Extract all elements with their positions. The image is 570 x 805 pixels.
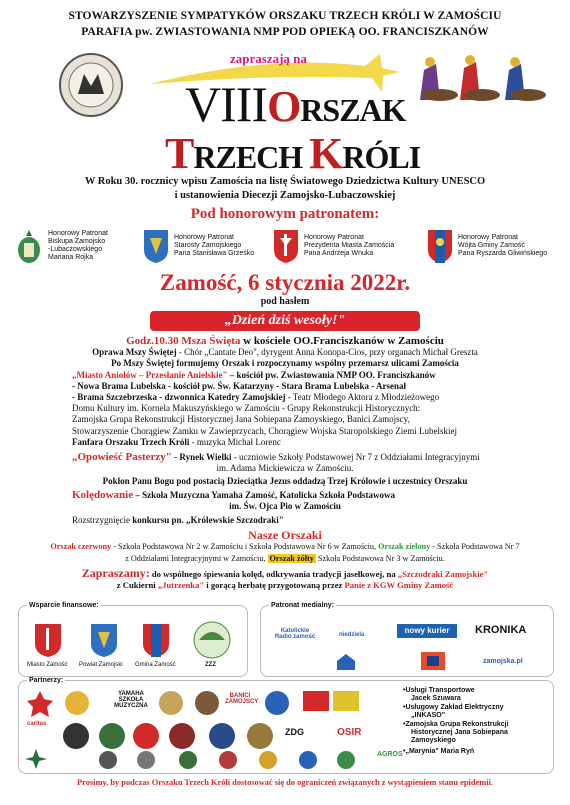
partner-logo [303, 691, 329, 711]
patron-wojt: Honorowy Patronat Wójta Gminy Zamość Pana Ryszarda Gliwińskiego [458, 234, 548, 257]
diocese-line: i ustanowienia Diecezji Zamojsko-Lubaczowskiej [174, 190, 396, 201]
cross-emblem-icon [23, 747, 49, 775]
banici-logo: BANICI ZAMOJSCY [225, 693, 259, 705]
partner-logo [299, 751, 317, 769]
after-mass-line: Po Mszy Świętej formujemy Orszak i rozpoczynamy wspólny przemarsz ulicami Zamościa [111, 358, 459, 369]
niedziela-logo: niedziela [339, 632, 365, 638]
partner-logo [195, 691, 219, 715]
partners-title: Partnerzy: [29, 677, 64, 684]
title-letter-o: O [267, 82, 301, 131]
partner-logo [259, 751, 277, 769]
financial-title: Wsparcie finansowe: [29, 602, 99, 609]
groups-title: Nasze Orszaki [248, 528, 322, 543]
media-title: Patronat medialny: [271, 602, 335, 609]
motto-intro: pod hasłem [260, 296, 310, 307]
patronage-heading: Pod honorowym patronatem: [190, 206, 380, 222]
partner-logo [179, 751, 197, 769]
motto-banner: „Dzień dziś wesoły!" [150, 311, 420, 331]
angels-line: „Miasto Aniołów – Przesłanie Anielskie" – kościół pw. Zwiastowania NMP OO. Franciszkanów [72, 369, 436, 380]
partner-logo [333, 691, 359, 711]
church-icon [335, 652, 357, 676]
yamaha-logo: YAMAHA SZKOŁA MUZYCZNA [114, 691, 148, 709]
homage-line: Pokłon Panu Bogu pod postacią Dzieciątka Jezus oddadzą Trzej Królowie i uczestnicy Orszaku [102, 476, 468, 487]
anniversary-line: W Roku 30. rocznicy wpisu Zamościa na listę Światowego Dziedzictwa Kultury UNESCO [84, 176, 486, 187]
epidemic-notice: Prosimy, by podczas Orszaku Trzech Króli dostosować się do ograniczeń związanych z wystąpieniem stanu epidemii. [77, 778, 493, 787]
partner-logo [99, 723, 125, 749]
title-orszak: RSZAK [300, 92, 406, 128]
gmina-crest-icon [426, 228, 454, 268]
kronika-logo: KRONIKA [475, 624, 527, 636]
financial-support-box [18, 602, 248, 677]
partner-logo [337, 751, 355, 769]
city-crest-icon [272, 228, 300, 268]
zdg-logo: ZDG [285, 727, 304, 737]
media-patronage-box [260, 602, 554, 677]
partner-logo [247, 723, 273, 749]
partner-logo [219, 751, 237, 769]
caritas-label: caritas [27, 721, 47, 727]
patron-bishop: Honorowy Patronat Biskupa Zamojsko -Lubaczowskiego Mariana Rojka [48, 230, 108, 261]
title-kroli: RÓLI [342, 139, 421, 175]
agros-logo: AGROS [377, 751, 403, 758]
miasto-zamosc-label: Miasto Zamość [27, 662, 68, 668]
powiat-logo [89, 622, 119, 662]
title-letter-t: T [165, 129, 194, 178]
shepherds-line: „Opowieść Pasterzy" - Rynek Wielki - uczniowie Szkoły Podstawowej Nr 7 z Oddziałami Integracyjnymi [72, 451, 480, 464]
carols-line: Kolędowanie – Szkoła Muzyczna Yamaha Zamość, Katolicka Szkoła Podstawowa [72, 488, 396, 501]
patronage-row [14, 226, 559, 270]
powiat-label: Powiat Zamojski [79, 662, 123, 668]
mass-line: Godz.10.30 Msza Święta w kościele OO.Franciszkanów w Zamościu [126, 335, 444, 347]
partner-logo [65, 691, 89, 715]
groups-line-1: Orszak czerwony - Szkoła Podstawowa Nr 2 w Zamościu i Szkoła Podstawowa Nr 6 w Zamościu, Orszak zielony - Szkoła Podstawowa Nr 7 [50, 542, 520, 552]
title-trzech: RZECH [193, 139, 310, 175]
fanfare-line: Fanfara Orszaku Trzech Króli - muzyka Michał Lorenc [72, 436, 281, 447]
patron-starosta: Honorowy Patronat Starosty Zamojskiego Pana Stanisława Grześko [174, 234, 255, 257]
gmina-label: Gmina Zamość [135, 662, 176, 668]
event-title [165, 76, 421, 179]
miasto-zamosc-logo [33, 622, 63, 662]
invite-text: zapraszają na [230, 51, 307, 66]
zzz-label: ZZZ [205, 662, 216, 668]
association-emblem [58, 52, 124, 118]
title-roman: VIII [185, 76, 268, 132]
partner-logo [265, 691, 289, 715]
radio-zamosc-logo: Katolickie Radio zamość [274, 628, 316, 640]
powiat-crest-icon [142, 228, 170, 268]
partners-box [18, 677, 554, 774]
partner-list: •Usługi Transportowe Jacek Szuwara •Usługowy Zakład Elektryczny „INKASO" •Zamojska Grupa Rekonstrukcji Historycznej Jana Sobiepana Zamoyskiego •„Marynia" Maria Ryń [403, 687, 509, 755]
title-letter-k: K [309, 129, 343, 178]
caritas-logo [25, 689, 55, 723]
groups-line-2: z Oddziałami Integracyjnymi w Zamościu, Orszak żółty Szkoła Podstawowa Nr 3 w Zamościu. [125, 553, 445, 563]
city-date: Zamość, 6 stycznia 2022r. [159, 270, 411, 295]
three-kings-icon [410, 50, 560, 105]
patron-president: Honorowy Patronat Prezydenta Miasta Zamościa Pana Andrzeja Wnuka [304, 234, 395, 257]
partner-logo [169, 723, 195, 749]
gmina-logo [141, 622, 171, 662]
partner-logo [159, 691, 183, 715]
gate-line-3: Domu Kultury im. Kornela Makuszyńskiego w Zamościu - Grupy Rekonstrukcji Historycznych: [72, 403, 421, 414]
kgw-logo [189, 620, 235, 664]
organizer-line: STOWARZYSZENIE SYMPATYKÓW ORSZAKU TRZECH KRÓLI W ZAMOŚCIU [68, 10, 502, 22]
invite-line-2: z Cukierni „Jutrzenka" i gorącą herbatę przygotowaną przez Panie z KGW Gminy Zamość [116, 580, 454, 591]
music-line: Oprawa Mszy Świętej - Chór „Cantate Deo", dyrygent Anna Konopa-Cios, przy organach Michał Greszta [92, 347, 478, 358]
gate-line-4: Zamojska Grupa Rekonstrukcji Historycznej Jana Sobiepana Zamoyskiego, Banici Zamojscy, [72, 414, 410, 425]
gate-line-2: - Brama Szczebrzeska - dzwonnica Katedry Zamojskiej - Teatr Młodego Aktora z Młodzieżowego [72, 392, 440, 403]
tvk-logo [421, 652, 445, 674]
gate-line-5: Stowarzyszenie Chorągiew Zamku w Zawieprzycach, Chorągiew Wojska Staropolskiego Ziemi Lubelskiej [72, 425, 458, 436]
shepherds-line-2: im. Adama Mickiewicza w Zamościu. [216, 463, 354, 474]
carols-line-2: im. Św. Ojca Pio w Zamościu [229, 500, 341, 511]
parish-line: PARAFIA pw. ZWIASTOWANIA NMP POD OPIEKĄ OO. FRANCISZKANÓW [81, 26, 489, 38]
partner-logo [209, 723, 235, 749]
bishop-emblem-icon [14, 228, 44, 270]
contest-line: Rozstrzygnięcie konkursu pn. „Królewskie Szczodraki" [72, 515, 284, 526]
osir-logo: OSIR [337, 727, 362, 738]
zamojska-logo: zamojska.pl [483, 658, 523, 665]
partner-logo [133, 723, 159, 749]
program [20, 336, 550, 591]
nowy-kurier-logo: nowy kurier [397, 624, 457, 638]
partner-logo [137, 751, 155, 769]
partner-logo [63, 723, 89, 749]
invite-line-1: Zapraszamy: do wspólnego śpiewania kolęd, odkrywania tradycji jasełkowej, na „Szczodraki Zamojskie" [81, 565, 489, 580]
partner-logo [99, 751, 117, 769]
gate-line-1: - Nowa Brama Lubelska - kościół pw. Św. Katarzyny - Stara Brama Lubelska - Arsenał [72, 380, 407, 391]
